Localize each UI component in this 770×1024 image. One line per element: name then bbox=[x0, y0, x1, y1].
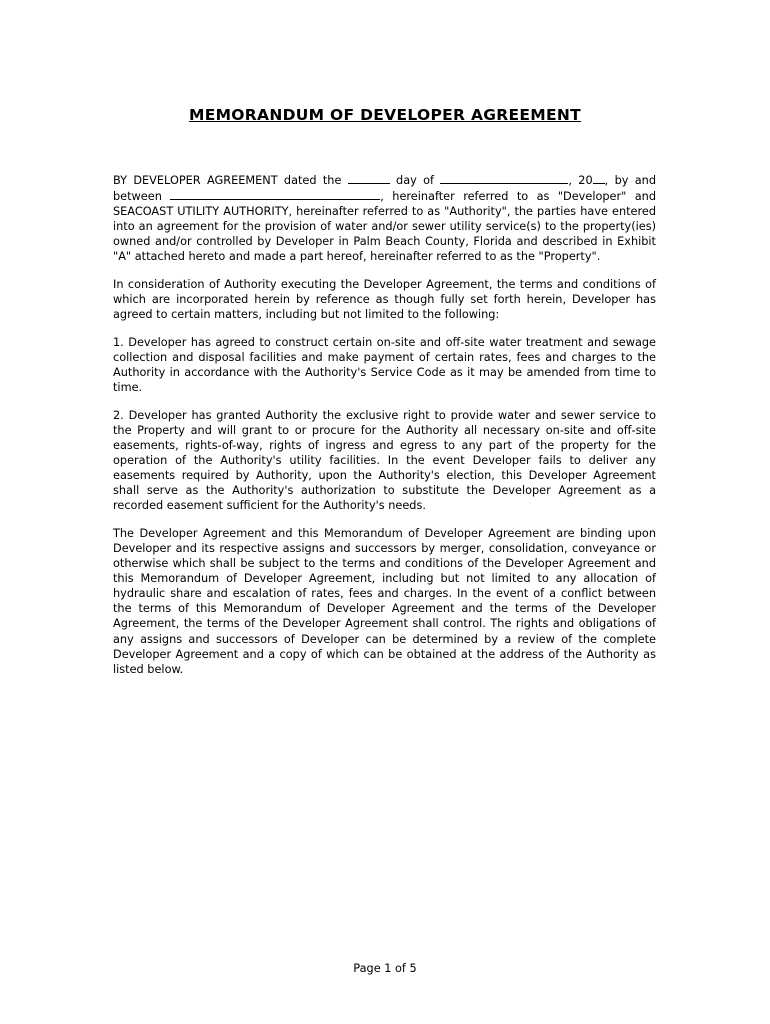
document-title: MEMORANDUM OF DEVELOPER AGREEMENT bbox=[188, 106, 582, 124]
year-blank bbox=[593, 172, 605, 184]
intro-text-2: day of bbox=[389, 174, 441, 187]
document-body bbox=[113, 172, 656, 689]
developer-name-blank bbox=[170, 188, 380, 200]
intro-text-1: BY DEVELOPER AGREEMENT dated the bbox=[113, 174, 348, 187]
consideration-paragraph: In consideration of Authority executing the Developer Agreement, the terms and conditions of which are incorporated herein by reference as though fully set forth herein, Developer has agreed to certain matters, including but not limited to the following: bbox=[113, 278, 656, 322]
intro-text-5: , hereinafter referred to as "Developer" and SEACOAST UTILITY AUTHORITY, hereinafter referred to as "Authority", the parties have entered into an agreement for the provision of water and/or sewer utility service(s) to the property(ies) owned and/or controlled by Developer in Palm Beach County, Florida and described in Exhibit "A" attached hereto and made a part hereof, hereinafter referred to as the "Property". bbox=[113, 190, 656, 264]
page-number: Page 1 of 5 bbox=[353, 962, 417, 975]
intro-text-3: , 20 bbox=[568, 174, 593, 187]
month-blank bbox=[440, 172, 568, 184]
clause-2-paragraph: 2. Developer has granted Authority the exclusive right to provide water and sewer service to the Property and will grant to or procure for the Authority all necessary on-site and off-site easements, rights-of-way, rights of ingress and egress to any part of the property for the operation of the Authority's utility facilities. In the event Developer fails to deliver any easements required by Authority, upon the Authority's election, this Developer Agreement shall serve as the Authority's authorization to substitute the Developer Agreement as a recorded easement sufficient for the Authority's needs. bbox=[113, 408, 656, 513]
clause-1-paragraph: 1. Developer has agreed to construct certain on-site and off-site water treatment and sewage collection and disposal facilities and make payment of certain rates, fees and charges to the Authority in accordance with the Authority's Service Code as it may be amended from time to time. bbox=[113, 335, 656, 395]
binding-paragraph: The Developer Agreement and this Memorandum of Developer Agreement are binding upon Developer and its respective assigns and successors by merger, consolidation, conveyance or otherwise which shall be subject to the terms and conditions of the Developer Agreement and this Memorandum of Developer Agreement, including but not limited to any allocation of hydraulic share and escalation of rates, fees and charges. In the event of a conflict between the terms of this Memorandum of Developer Agreement and the terms of the Developer Agreement, the terms of the Developer Agreement shall control. The rights and obligations of any assigns and successors of Developer can be determined by a review of the complete Developer Agreement and a copy of which can be obtained at the address of the Authority as listed below. bbox=[113, 526, 656, 676]
intro-text-4: , by and between bbox=[113, 174, 656, 204]
day-blank bbox=[348, 172, 390, 184]
intro-paragraph bbox=[113, 172, 656, 265]
